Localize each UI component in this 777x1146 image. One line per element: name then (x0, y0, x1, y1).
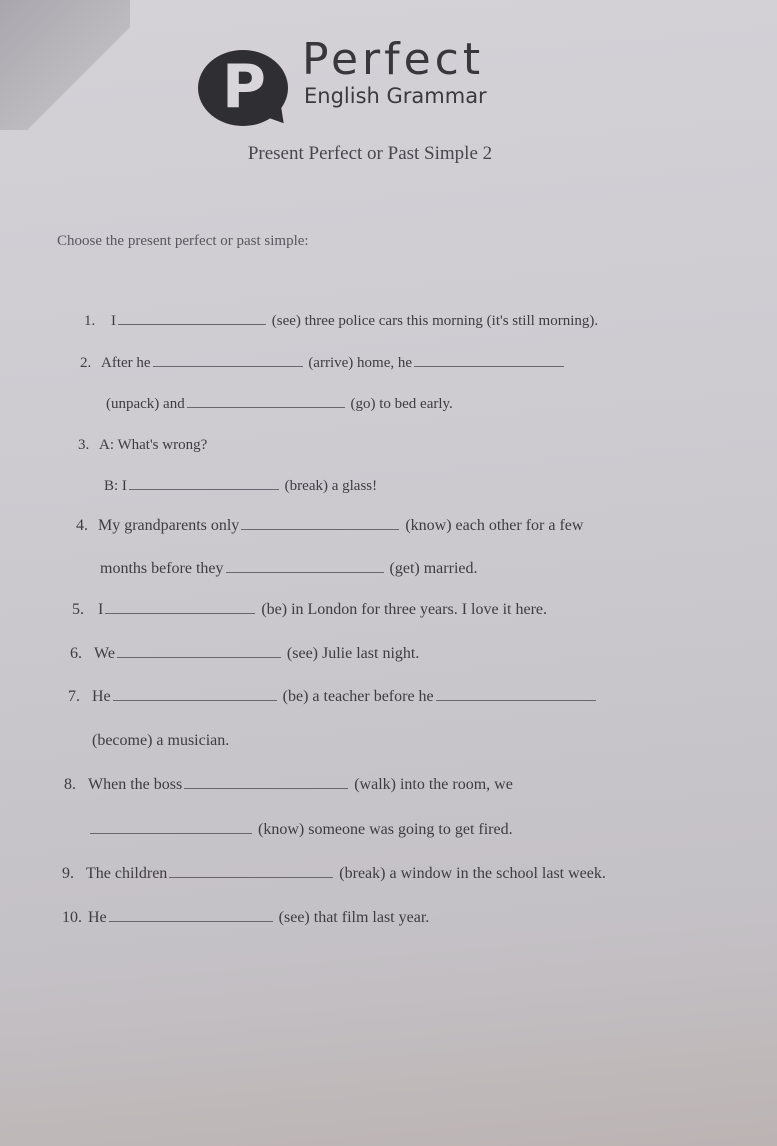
question-text: (arrive) home, he (308, 355, 413, 371)
question-7 (68, 688, 598, 706)
question-8 (64, 776, 513, 794)
question-text: He (92, 688, 111, 705)
answer-blank[interactable] (129, 488, 279, 490)
question-text: (become) a musician. (92, 732, 230, 749)
question-number: 1. (84, 313, 96, 329)
question-text: My grandparents only (98, 517, 240, 534)
question-text: (know) someone was going to get fired. (258, 821, 513, 838)
question-2 (80, 355, 566, 372)
question-number: 2. (80, 355, 92, 371)
answer-blank[interactable] (105, 612, 255, 614)
page-title: Present Perfect or Past Simple 2 (247, 143, 493, 164)
answer-blank[interactable] (153, 365, 303, 367)
question-text: He (88, 909, 107, 926)
question-number: 8. (64, 776, 76, 793)
question-2-cont (106, 396, 453, 413)
question-text: (know) each other for a few (405, 517, 584, 534)
question-text: After he (101, 355, 151, 371)
answer-blank[interactable] (117, 656, 281, 658)
question-number: 4. (76, 517, 88, 534)
question-number: 6. (70, 645, 82, 662)
question-text: (break) a glass! (284, 478, 378, 494)
question-number: 7. (68, 688, 80, 705)
logo-subtitle: English Grammar (304, 84, 487, 108)
question-text: (be) in London for three years. I love it here. (261, 601, 547, 618)
instruction-text: Choose the present perfect or past simple: (57, 233, 309, 249)
question-4 (76, 517, 583, 535)
question-number: 3. (78, 437, 90, 453)
question-number: 10. (62, 909, 82, 926)
question-text: (break) a window in the school last week. (339, 865, 606, 882)
question-4-cont (100, 560, 477, 578)
answer-blank[interactable] (241, 528, 399, 530)
question-text: When the boss (88, 776, 183, 793)
question-text: We (94, 645, 115, 662)
answer-blank[interactable] (118, 323, 266, 325)
question-text: (see) three police cars this morning (it's still morning). (271, 313, 599, 329)
answer-blank[interactable] (90, 832, 252, 834)
question-text: (get) married. (389, 560, 478, 577)
question-text: months before they (100, 560, 224, 577)
question-text: A: What's wrong? (99, 437, 208, 453)
answer-blank[interactable] (187, 406, 345, 408)
question-text: B: I (104, 478, 127, 494)
answer-blank[interactable] (113, 699, 277, 701)
question-number: 5. (72, 601, 84, 618)
answer-blank[interactable] (109, 920, 273, 922)
question-1 (84, 313, 598, 330)
question-7-cont (92, 732, 229, 750)
question-6 (70, 645, 419, 663)
question-text: I (111, 313, 116, 329)
question-text: The children (86, 865, 168, 882)
answer-blank[interactable] (169, 876, 333, 878)
logo-letter: P (222, 52, 266, 122)
answer-blank[interactable] (436, 699, 596, 701)
question-text: (be) a teacher before he (282, 688, 434, 705)
question-3 (78, 437, 207, 454)
question-number: 9. (62, 865, 74, 882)
question-text: (unpack) and (106, 396, 185, 412)
question-9 (62, 865, 606, 883)
logo (198, 34, 528, 130)
question-text: I (98, 601, 104, 618)
question-10 (62, 909, 429, 927)
question-3-cont (104, 478, 377, 495)
question-8-cont (90, 821, 513, 839)
question-text: (see) that film last year. (278, 909, 430, 926)
question-text: (go) to bed early. (350, 396, 453, 412)
question-5 (72, 601, 547, 619)
answer-blank[interactable] (414, 365, 564, 367)
logo-word: Perfect (302, 34, 485, 85)
folded-corner (0, 0, 130, 130)
answer-blank[interactable] (226, 571, 384, 573)
answer-blank[interactable] (184, 787, 348, 789)
question-text: (walk) into the room, we (354, 776, 513, 793)
question-text: (see) Julie last night. (286, 645, 420, 662)
